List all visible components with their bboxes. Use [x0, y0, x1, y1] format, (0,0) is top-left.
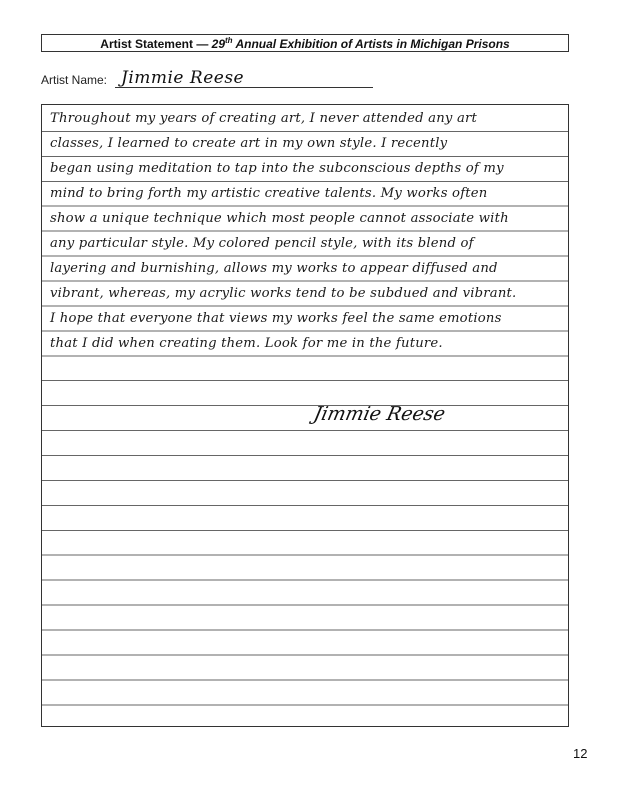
statement-line: I hope that everyone that views my works feel the same emotions	[50, 311, 502, 326]
artist-name-row	[41, 70, 341, 90]
title-prefix: Artist Statement —	[100, 36, 212, 51]
artist-name-label: Artist Name:	[41, 73, 108, 87]
statement-line: any particular style. My colored pencil style, with its blend of	[50, 236, 474, 251]
title-ordinal: 29	[211, 36, 226, 51]
statement-line: vibrant, whereas, my acrylic works tend to be subdued and vibrant.	[50, 286, 517, 301]
statement-area	[41, 104, 569, 727]
statement-line: began using meditation to tap into the subconscious depths of my	[50, 161, 504, 176]
artist-signature: Jimmie Reese	[311, 403, 448, 425]
title-ordinal-suffix: th	[225, 35, 233, 45]
statement-line: that I did when creating them. Look for me in the future.	[50, 336, 443, 351]
artist-name-value: Jimmie Reese	[121, 68, 245, 88]
statement-line: Throughout my years of creating art, I never attended any art	[50, 111, 478, 126]
page-number: 12	[573, 746, 588, 761]
title-bar	[41, 34, 569, 52]
statement-line: layering and burnishing, allows my works to appear diffused and	[50, 261, 498, 276]
statement-line: classes, I learned to create art in my own style. I recently	[50, 136, 448, 151]
statement-title	[100, 36, 509, 51]
statement-line: mind to bring forth my artistic creative talents. My works often	[50, 186, 488, 201]
statement-line: show a unique technique which most people cannot associate with	[50, 211, 509, 226]
title-exhibition: Annual Exhibition of Artists in Michigan Prisons	[232, 36, 510, 51]
